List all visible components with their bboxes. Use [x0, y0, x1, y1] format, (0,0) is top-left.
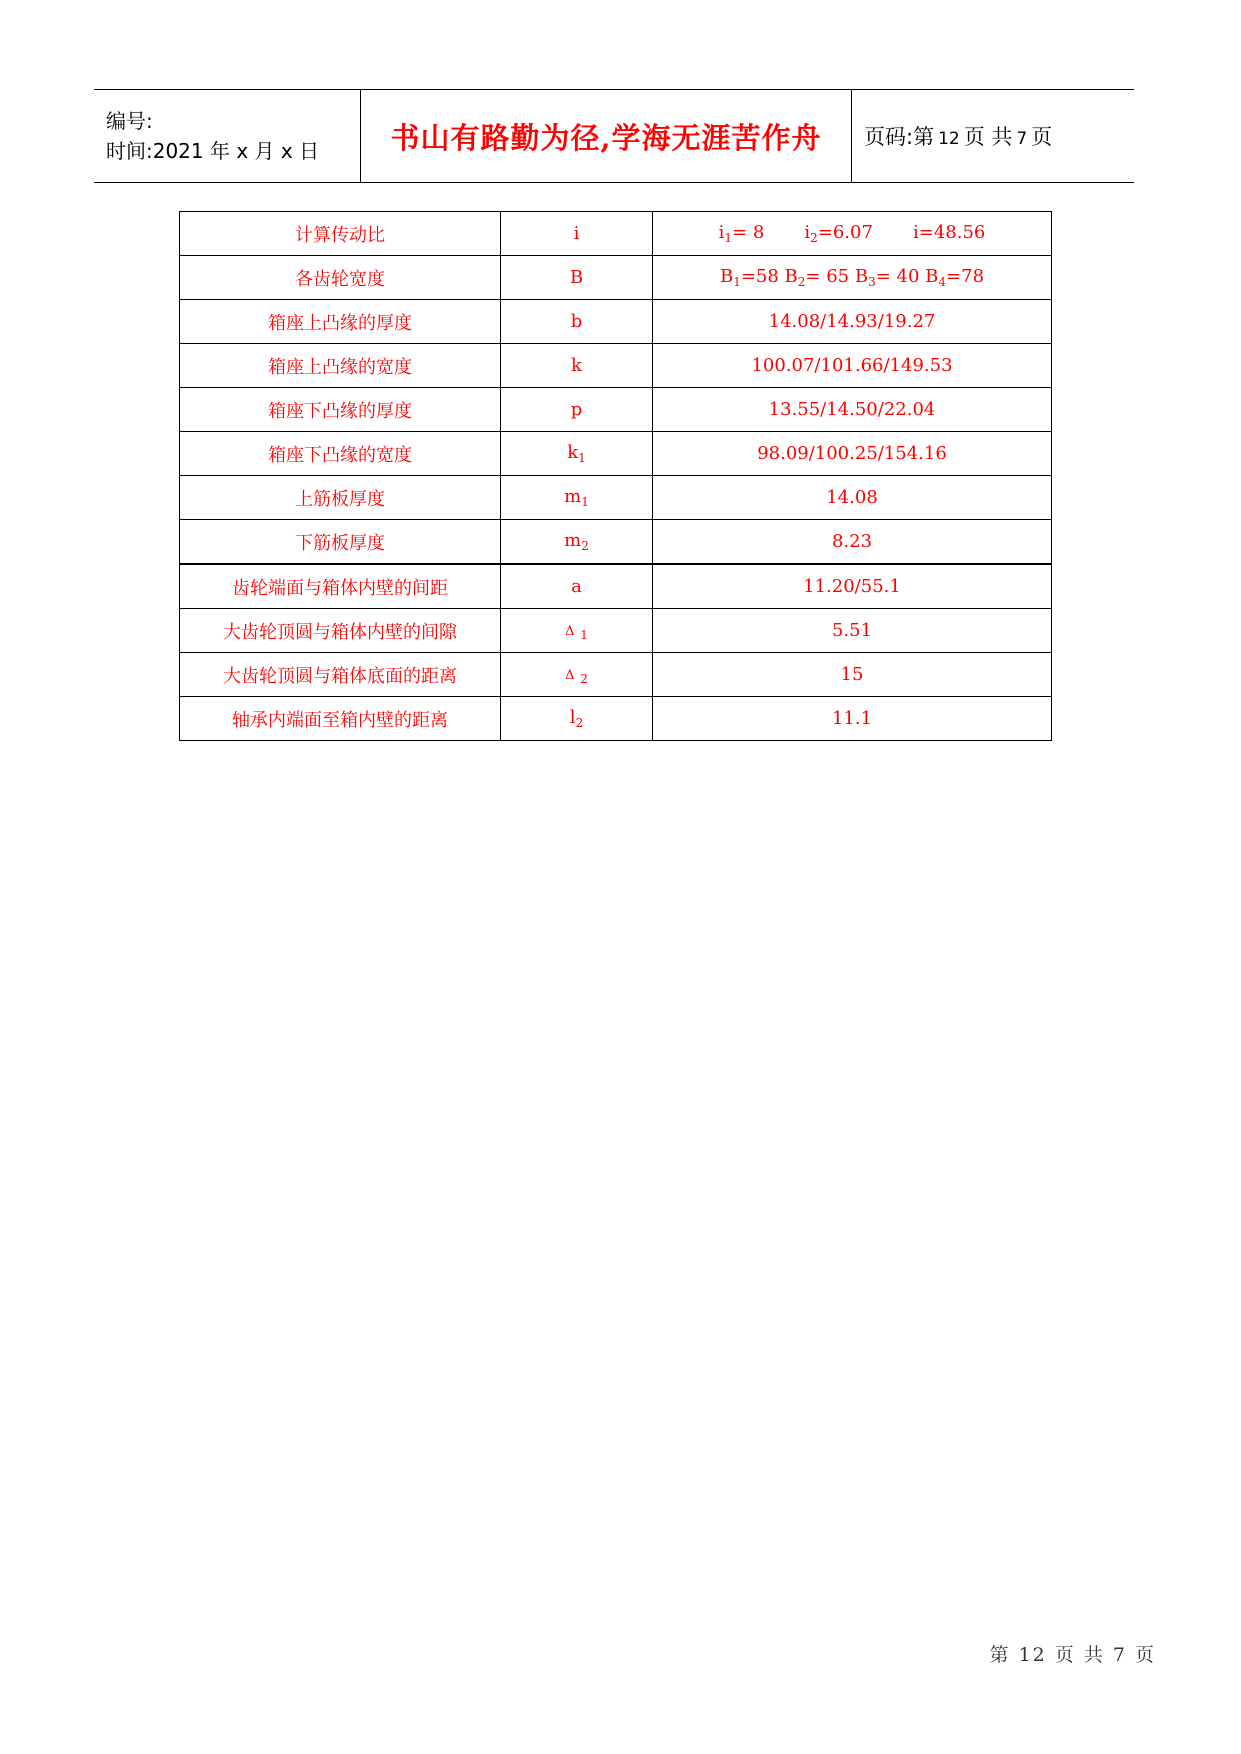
- parameter-name: 上筋板厚度: [180, 476, 501, 520]
- header-motto-cell: [360, 90, 852, 182]
- page-current: 12: [938, 129, 960, 149]
- table-row: [180, 388, 1052, 432]
- parameter-symbol: i: [501, 212, 653, 256]
- parameter-name: 轴承内端面至箱内壁的距离: [180, 697, 501, 741]
- header-page-number: [852, 90, 1134, 182]
- parameter-name: 箱座上凸缘的厚度: [180, 300, 501, 344]
- parameter-value: 13.55/14.50/22.04: [653, 388, 1052, 432]
- parameter-symbol: $k_1$: [501, 432, 653, 476]
- time-label: 时间:2021 年 x 月 x 日: [106, 139, 320, 163]
- table-row: [180, 653, 1052, 697]
- page-total: 7: [1016, 129, 1028, 149]
- page-prefix: 页码:第: [864, 125, 935, 149]
- table-row: [180, 697, 1052, 741]
- parameter-value: 98.09/100.25/154.16: [653, 432, 1052, 476]
- motto: 书山有路勤为径,学海无涯苦作舟: [390, 120, 822, 155]
- parameter-symbol: $m_1$: [501, 476, 653, 520]
- table-row: [180, 212, 1052, 256]
- parameter-symbol: Δ $_1$: [501, 609, 653, 653]
- parameter-value: 14.08/14.93/19.27: [653, 300, 1052, 344]
- parameter-value: $B_1=58$ $B_2= 65$ $B_3= 40$ $B_4=78$: [653, 256, 1052, 300]
- table-row: [180, 609, 1052, 653]
- parameter-name: 大齿轮顶圆与箱体底面的距离: [180, 653, 501, 697]
- parameter-value: 15: [653, 653, 1052, 697]
- serial-label: 编号:: [106, 109, 153, 133]
- parameter-value: $i_1= 8$ $i_2=6.07$ i=48.56: [653, 212, 1052, 256]
- parameter-value: 8.23: [653, 520, 1052, 565]
- page-mid: 页 共: [963, 125, 1013, 149]
- parameter-name: 计算传动比: [180, 212, 501, 256]
- parameter-symbol: a: [501, 564, 653, 609]
- parameter-name: 齿轮端面与箱体内壁的间距: [180, 564, 501, 609]
- parameter-value: 14.08: [653, 476, 1052, 520]
- table-row: [180, 520, 1052, 565]
- parameter-name: 箱座上凸缘的宽度: [180, 344, 501, 388]
- parameter-symbol: B: [501, 256, 653, 300]
- parameter-value: 100.07/101.66/149.53: [653, 344, 1052, 388]
- table-row: [180, 476, 1052, 520]
- parameter-value: 11.1: [653, 697, 1052, 741]
- parameter-value: 11.20/55.1: [653, 564, 1052, 609]
- parameter-symbol: b: [501, 300, 653, 344]
- parameter-symbol: $l_2$: [501, 697, 653, 741]
- parameter-symbol: p: [501, 388, 653, 432]
- table-row: [180, 344, 1052, 388]
- parameter-name: 箱座下凸缘的宽度: [180, 432, 501, 476]
- parameter-name: 箱座下凸缘的厚度: [180, 388, 501, 432]
- page-suffix: 页: [1031, 125, 1053, 149]
- header-meta: [94, 90, 360, 182]
- page-header: [94, 89, 1134, 183]
- parameter-symbol: $m_2$: [501, 520, 653, 565]
- parameter-name: 大齿轮顶圆与箱体内壁的间隙: [180, 609, 501, 653]
- table-row: [180, 256, 1052, 300]
- parameter-name: 下筋板厚度: [180, 520, 501, 565]
- parameter-name: 各齿轮宽度: [180, 256, 501, 300]
- parameter-symbol: Δ $_2$: [501, 653, 653, 697]
- parameter-value: 5.51: [653, 609, 1052, 653]
- table-row: [180, 564, 1052, 609]
- parameter-table: [179, 211, 1052, 741]
- table-row: [180, 432, 1052, 476]
- parameter-symbol: k: [501, 344, 653, 388]
- table-row: [180, 300, 1052, 344]
- page-footer: 第 12 页 共 7 页: [989, 1644, 1156, 1666]
